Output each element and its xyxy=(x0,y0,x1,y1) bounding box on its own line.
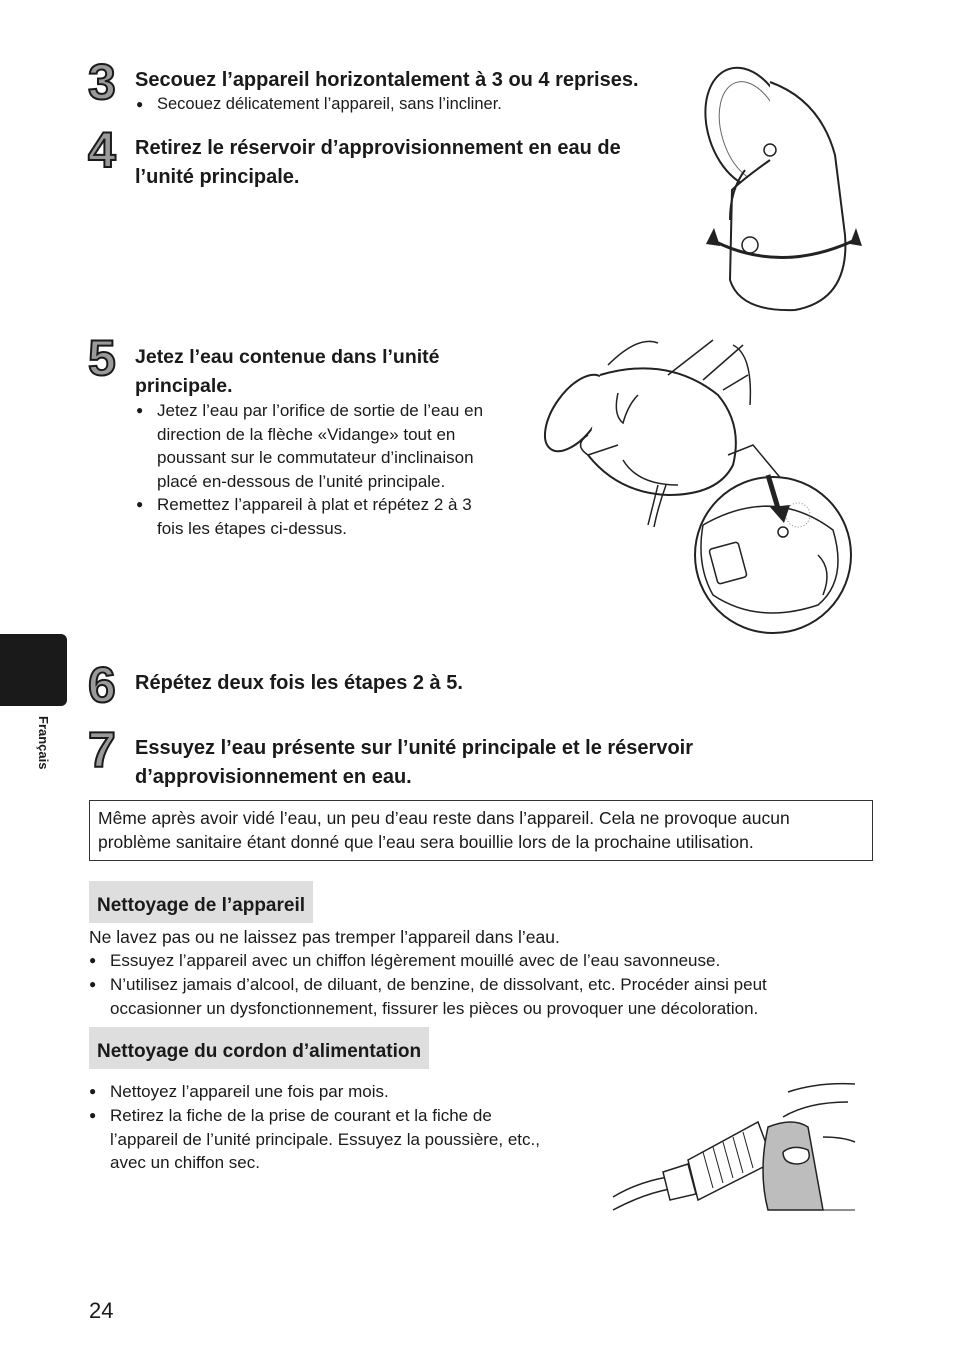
step-number-5: 5 xyxy=(88,330,116,386)
step-number-3: 3 xyxy=(88,54,116,110)
cleaning-device-intro: Ne lavez pas ou ne laissez pas tremper l’appareil dans l’eau. xyxy=(89,927,560,947)
step-7-title-line1: Essuyez l’eau présente sur l’unité principale et le réservoir xyxy=(135,737,694,759)
cleaning-device-bullet-2-line1: ● N’utilisez jamais d’alcool, de diluant, de benzine, de dissolvant, etc. Procéder ainsi peut xyxy=(110,975,767,994)
step-5-bullet-1 xyxy=(136,399,483,493)
cleaning-device-bullet-1-line1: ● Essuyez l’appareil avec un chiffon légèrement mouillé avec de l’eau savonneuse. xyxy=(110,951,721,970)
step-number-7: 7 xyxy=(88,722,116,778)
steamer-shake-illustration xyxy=(700,60,870,320)
step-6-title: Répétez deux fois les étapes 2 à 5. xyxy=(135,672,463,694)
step-3-title: Secouez l’appareil horizontalement à 3 ou 4 reprises. xyxy=(135,69,639,91)
page-number: 24 xyxy=(89,1298,114,1323)
cleaning-cord-bullet-1 xyxy=(89,1080,389,1104)
step-5-title xyxy=(135,343,440,401)
step-7-title xyxy=(135,734,693,792)
step-5-bullet-2 xyxy=(136,493,472,540)
step-3-bullet: ● Secouez délicatement l’appareil, sans l’incliner. xyxy=(136,93,502,117)
step-number-6: 6 xyxy=(88,657,116,713)
step-5-bullet-1-line1: ● Jetez l’eau par l’orifice de sortie de l’eau en xyxy=(157,401,484,420)
step-4-title-line2: l’unité principale. xyxy=(135,166,300,188)
cleaning-cord-bullet-2-line2: l’appareil de l’unité principale. Essuyez la poussière, etc., xyxy=(110,1129,540,1149)
cleaning-cord-bullet-2 xyxy=(89,1104,540,1175)
note-line1: Même après avoir vidé l’eau, un peu d’eau reste dans l’appareil. Cela ne provoque aucun xyxy=(98,808,790,828)
note-line2: problème sanitaire étant donné que l’eau sera bouillie lors de la prochaine utilisation. xyxy=(98,831,754,852)
step-5-title-line2: principale. xyxy=(135,375,233,397)
step-5-bullet-1-line2: direction de la flèche «Vidange» tout en xyxy=(157,424,456,444)
cleaning-device-bullet-2 xyxy=(89,973,767,1020)
cleaning-cord-bullet-2-line1: ● Retirez la fiche de la prise de courant et la fiche de xyxy=(110,1106,492,1125)
language-label: Français xyxy=(36,716,51,770)
plug-wiping-illustration xyxy=(608,1082,858,1212)
pouring-water-illustration xyxy=(528,335,858,630)
cleaning-cord-bullet-1-line1: ● Nettoyez l’appareil une fois par mois. xyxy=(110,1082,389,1101)
step-number-4: 4 xyxy=(88,122,116,178)
step-5-title-line1: Jetez l’eau contenue dans l’unité xyxy=(135,346,440,368)
language-tab xyxy=(0,634,67,706)
step-7-title-line2: d’approvisionnement en eau. xyxy=(135,766,412,788)
step-5-bullet-1-line3: poussant sur le commutateur d’inclinaison xyxy=(157,448,474,467)
section-heading-cleaning-device: Nettoyage de l’appareil xyxy=(89,881,313,923)
step-5-bullet-2-line1: ● Remettez l’appareil à plat et répétez 2 à 3 xyxy=(157,495,472,514)
step-5-bullet-2-line2: fois les étapes ci-dessus. xyxy=(157,518,347,538)
step-5-bullet-1-line4: placé en-dessous de l’unité principale. xyxy=(157,471,446,491)
note-box xyxy=(89,800,873,861)
cleaning-device-bullet-1 xyxy=(89,949,720,973)
step-4-title xyxy=(135,134,621,192)
cleaning-cord-bullet-2-line3: avec un chiffon sec. xyxy=(110,1153,260,1172)
step-4-title-line1: Retirez le réservoir d’approvisionnement en eau de xyxy=(135,137,621,159)
section-heading-cleaning-cord: Nettoyage du cordon d’alimentation xyxy=(89,1027,429,1069)
cleaning-device-bullet-2-line2: occasionner un dysfonctionnement, fissurer les pièces ou provoquer une décoloration. xyxy=(110,998,759,1018)
